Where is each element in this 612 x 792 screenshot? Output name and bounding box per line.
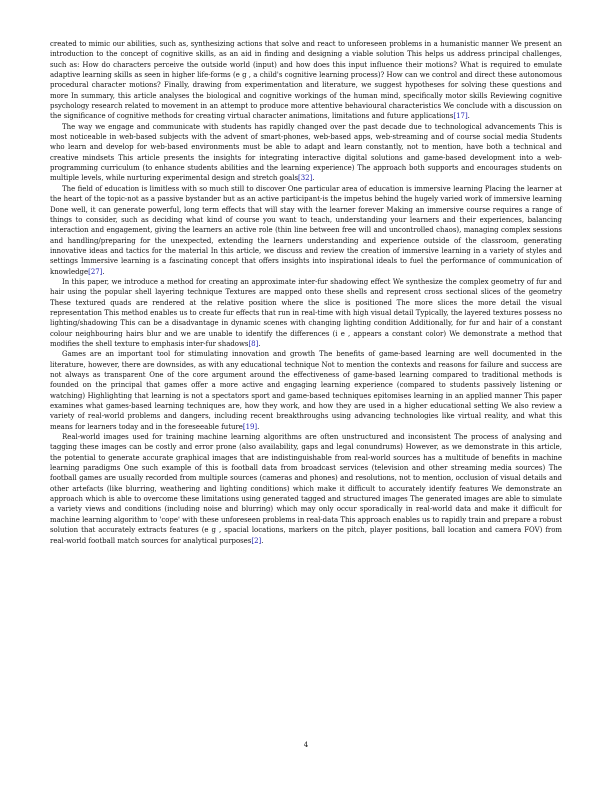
paragraph-cognitive-skills (50, 39, 562, 122)
paragraph-game-based-learning (50, 349, 562, 432)
paragraph-end: . (261, 536, 264, 545)
paragraph-end: . (258, 339, 261, 348)
paragraph-text: created to mimic our abilities, such as, synthesizing actions that solve and react to unforeseen problems in a humanistic manner We present an introduction to the concept of cognitive skills, as an aid in finding and designing a viable solution This helps us address principal challenges, such as: How do characters perceive the outside world (input) and how does this input influence their motions? What is required to emulate adaptive learning skills as seen in higher life-forms (e g , a child's cognitive learning process)? How can we control and direct these autonomous procedural character motions? Finally, drawing from experimentation and literature, we suggest hypotheses for solving these questions and more In summary, this article analyses the biological and cognitive workings of the human mind, specifically motor skills Reviewing cognitive psychology research related to movement in an attempt to produce more attentive behavioural characteristics We conclude with a discussion on the significance of cognitive methods for creating virtual character animations, limitations and future applications (50, 40, 562, 121)
paragraph-text: In this paper, we introduce a method for creating an approximate inter-fur shadowing effect We synthesize the complex geometry of fur and hair using the popular shell layering technique Textures are mapped onto these shells and represent cross sectional slices of the geometry These textured quads are rendered at the relative position where the slice is positioned The more slices the more detail the visual representation This method enables us to create fur effects that run in real-time with high visual detail Typically, the layered textures possess no lighting/shadowing This can be a disadvantage in dynamic scenes with changing lighting condition Additionally, for fur and hair of a constant colour neighbouring hairs blur and we are unable to identify the differences (i e , appears a constant color) We demonstrate a method that modifies the shell texture to emphasis inter-fur shadows (50, 277, 562, 348)
page-number: 4 (303, 741, 309, 749)
page-body (50, 39, 562, 546)
paragraph-text: Games are an important tool for stimulating innovation and growth The benefits of game-based learning are well documented in the literature, however, there are downsides, as with any educational technique Not to mention the contexts and reasons for failure and success are not always as transparent One of the core argument around the effectiveness of game-based learning compared to traditional methods is founded on the principal that games offer a more active and engaging learning experience (compared to students passively listening or watching) Highlighting that learning is not a spectators sport and game-based techniques epitomises learning in an applied manner This paper examines what games-based learning techniques are, how they work, and how they are used in a higher educational setting We also review a variety of real-world problems and dangers, including recent breakthroughs using advancing technologies like virtual reality, and what this means for learners today and in the foreseeable future (50, 350, 562, 431)
paragraph-synthetic-images (50, 432, 562, 546)
citation-link[interactable]: [2] (251, 536, 262, 545)
paragraph-end: . (312, 174, 315, 183)
paragraph-text: The way we engage and communicate with students has rapidly changed over the past decade due to technological advancements This is most noticeable in web-based subjects with the advent of smart-phones, web-based apps, web-streaming and of course social media Students who learn and develop for web-based environments must be able to adapt and learn constantly, not to mention, have both a technical and creative mindsets This article presents the insights for integrating interactive digital solutions and game-based development into a web-programming curriculum (to enhance students abilities and the learning experience) The approach both supports and encourages students on multiple levels, while nurturing experimental design and stretch goals (50, 122, 562, 183)
paragraph-text: The field of education is limitless with so much still to discover One particular area of education is immersive learning Placing the learner at the heart of the topic-not as a passive bystander but as an active participant-is the impetus behind the hugely varied work of immersive learning Done well, it can generate powerful, long term effects that will stay with the learner forever Making an immersive course requires a range of things to consider, such as deciding what kind of course you want to teach, understanding your learners and their experiences, balancing interaction and engagement, giving the learners an active role (thin line between free will and uncontrolled chaos), managing complex sessions and handling/preparing for the unexpected, extending the learners understanding and experience outside of the classroom, generating innovative ideas and tactics for the material In this article, we discuss and review the creation of immersive learning in a variety of styles and settings Immersive learning is a fascinating concept that offers insights into inspirational ideals to fuel the performance of communication of knowledge (50, 184, 562, 276)
paragraph-fur-shadowing (50, 277, 562, 349)
paragraph-immersive-learning (50, 184, 562, 277)
citation-link[interactable]: [19] (242, 422, 258, 431)
paragraph-end: . (102, 267, 105, 276)
paragraph-web-learning (50, 122, 562, 184)
citation-link[interactable]: [27] (88, 267, 103, 276)
citation-link[interactable]: [17] (453, 112, 468, 121)
citation-link[interactable]: [32] (298, 174, 313, 183)
citation-link[interactable]: [8] (248, 339, 259, 348)
paragraph-text: Real-world images used for training machine learning algorithms are often unstructured and inconsistent The process of analysing and tagging these images can be costly and error prone (also availability, gaps and legal conundrums) However, as we demonstrate in this article, the potential to generate accurate graphical images that are indistinguishable from real-world sources has a multitude of benefits in machine learning paradigms One such example of this is football data from broadcast services (television and other streaming media sources) The football games are usually recorded from multiple sources (cameras and phones) and resolutions, not to mention, occlusion of visual details and other artefacts (like blurring, weathering and lighting conditions) which make it difficult to accurately identify features We demonstrate an approach which is able to overcome these limitations using generated tagged and structured images The generated images are able to simulate a variety views and conditions (including noise and blurring) which may only occur sporadically in real-world data and make it difficult for machine learning algorithm to 'cope' with these unforeseen problems in real-data This approach enables us to rapidly train and prepare a robust solution that accurately extracts features (e g , spacial locations, markers on the pitch, player positions, ball location and camera FOV) from real-world football match sources for analytical purposes (50, 433, 562, 545)
paragraph-end: . (467, 112, 470, 121)
paragraph-end: . (257, 422, 260, 431)
